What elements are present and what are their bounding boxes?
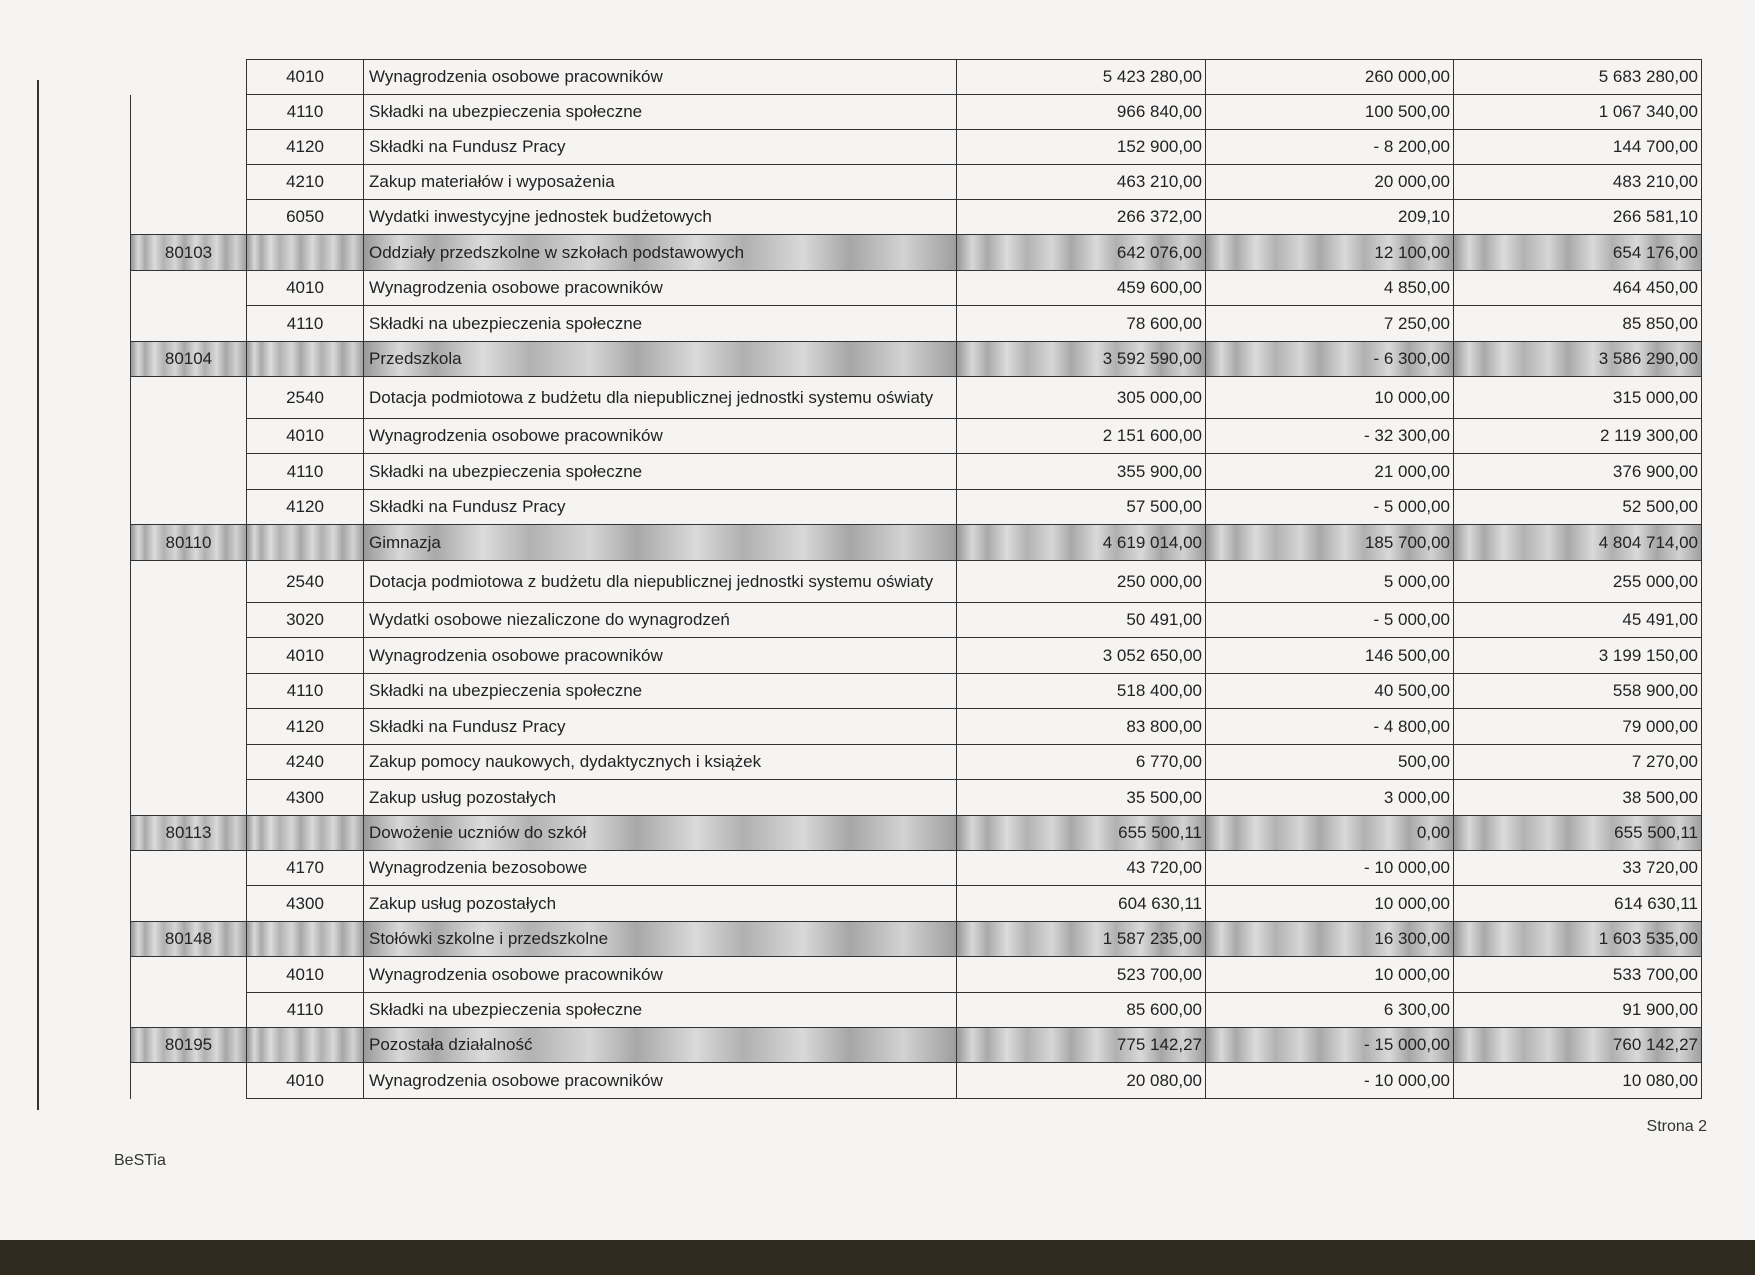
item-code: 4300 [247,780,364,816]
paragraph-spacer [131,377,247,419]
item-description: Stołówki szkolne i przedszkolne [364,922,957,957]
amount-change: 0,00 [1206,816,1454,851]
table-row [131,306,1702,342]
item-code: 4010 [247,638,364,674]
amount-before: 463 210,00 [957,165,1206,200]
amount-after: 558 900,00 [1454,674,1702,709]
paragraph-spacer [131,603,247,638]
paragraph-spacer [131,419,247,454]
item-code: 4110 [247,95,364,130]
item-description: Składki na ubezpieczenia społeczne [364,674,957,709]
table-row [131,993,1702,1028]
item-code: 4010 [247,957,364,993]
amount-before: 20 080,00 [957,1063,1206,1099]
amount-before: 4 619 014,00 [957,525,1206,561]
item-description: Składki na ubezpieczenia społeczne [364,306,957,342]
amount-after: 1 603 535,00 [1454,922,1702,957]
amount-before: 655 500,11 [957,816,1206,851]
paragraph-spacer [131,709,247,745]
amount-change: - 10 000,00 [1206,1063,1454,1099]
item-description: Składki na ubezpieczenia społeczne [364,454,957,490]
item-description: Wynagrodzenia osobowe pracowników [364,271,957,306]
item-description: Wynagrodzenia osobowe pracowników [364,957,957,993]
amount-before: 152 900,00 [957,130,1206,165]
paragraph-spacer [131,490,247,525]
item-code: 4240 [247,745,364,780]
paragraph-code: 80148 [131,922,247,957]
amount-after: 79 000,00 [1454,709,1702,745]
item-code: 4300 [247,886,364,922]
item-code: 4120 [247,709,364,745]
item-code [247,922,364,957]
amount-before: 305 000,00 [957,377,1206,419]
amount-after: 52 500,00 [1454,490,1702,525]
amount-before: 355 900,00 [957,454,1206,490]
paragraph-spacer [131,1063,247,1099]
amount-before: 83 800,00 [957,709,1206,745]
item-code [247,1028,364,1063]
table-row [131,603,1702,638]
paragraph-code: 80113 [131,816,247,851]
amount-after: 144 700,00 [1454,130,1702,165]
paragraph-spacer [131,271,247,306]
amount-after: 533 700,00 [1454,957,1702,993]
amount-change: 10 000,00 [1206,957,1454,993]
amount-before: 966 840,00 [957,95,1206,130]
amount-after: 464 450,00 [1454,271,1702,306]
amount-after: 10 080,00 [1454,1063,1702,1099]
table-row [131,419,1702,454]
item-description: Składki na Fundusz Pracy [364,709,957,745]
paragraph-spacer [131,306,247,342]
paragraph-code: 80195 [131,1028,247,1063]
paragraph-spacer [131,200,247,235]
paragraph-spacer [131,993,247,1028]
item-code: 4110 [247,454,364,490]
item-description: Składki na ubezpieczenia społeczne [364,993,957,1028]
paragraph-code: 80104 [131,342,247,377]
item-description: Dotacja podmiotowa z budżetu dla niepublicznej jednostki systemu oświaty [364,561,957,603]
item-code: 2540 [247,561,364,603]
section-row [131,922,1702,957]
amount-after: 3 586 290,00 [1454,342,1702,377]
item-code [247,235,364,271]
amount-before: 2 151 600,00 [957,419,1206,454]
amount-before: 523 700,00 [957,957,1206,993]
table-row [131,377,1702,419]
amount-change: 209,10 [1206,200,1454,235]
amount-change: - 6 300,00 [1206,342,1454,377]
amount-change: 260 000,00 [1206,60,1454,95]
amount-change: - 32 300,00 [1206,419,1454,454]
amount-after: 760 142,27 [1454,1028,1702,1063]
item-description: Składki na Fundusz Pracy [364,130,957,165]
amount-after: 654 176,00 [1454,235,1702,271]
amount-after: 33 720,00 [1454,851,1702,886]
item-description: Wynagrodzenia osobowe pracowników [364,1063,957,1099]
table-row [131,95,1702,130]
amount-change: 3 000,00 [1206,780,1454,816]
amount-before: 250 000,00 [957,561,1206,603]
amount-change: 185 700,00 [1206,525,1454,561]
section-row [131,525,1702,561]
item-description: Zakup pomocy naukowych, dydaktycznych i książek [364,745,957,780]
amount-before: 775 142,27 [957,1028,1206,1063]
table-row [131,709,1702,745]
amount-after: 7 270,00 [1454,745,1702,780]
amount-before: 3 052 650,00 [957,638,1206,674]
section-row [131,235,1702,271]
item-description: Wynagrodzenia bezosobowe [364,851,957,886]
amount-change: - 4 800,00 [1206,709,1454,745]
table-row [131,561,1702,603]
item-description: Zakup usług pozostałych [364,886,957,922]
paragraph-spacer [131,130,247,165]
page-number: Strona 2 [1646,1118,1707,1135]
table-row [131,886,1702,922]
amount-after: 38 500,00 [1454,780,1702,816]
amount-before: 518 400,00 [957,674,1206,709]
amount-change: 7 250,00 [1206,306,1454,342]
item-description: Składki na Fundusz Pracy [364,490,957,525]
amount-change: 500,00 [1206,745,1454,780]
amount-after: 3 199 150,00 [1454,638,1702,674]
amount-change: 16 300,00 [1206,922,1454,957]
table-row [131,638,1702,674]
item-code [247,342,364,377]
amount-before: 604 630,11 [957,886,1206,922]
table-row [131,200,1702,235]
budget-table [130,59,1702,1099]
paragraph-spacer [131,957,247,993]
item-description: Dowożenie uczniów do szkół [364,816,957,851]
item-code: 4120 [247,130,364,165]
amount-change: - 5 000,00 [1206,603,1454,638]
item-code: 3020 [247,603,364,638]
amount-change: 10 000,00 [1206,886,1454,922]
table-row [131,60,1702,95]
item-code: 2540 [247,377,364,419]
item-code: 4010 [247,60,364,95]
budget-table-body [131,60,1702,1099]
amount-change: 40 500,00 [1206,674,1454,709]
amount-before: 459 600,00 [957,271,1206,306]
item-code: 4170 [247,851,364,886]
table-row [131,957,1702,993]
amount-after: 1 067 340,00 [1454,95,1702,130]
item-description: Gimnazja [364,525,957,561]
item-code: 4210 [247,165,364,200]
item-code: 4120 [247,490,364,525]
amount-before: 3 592 590,00 [957,342,1206,377]
amount-change: 6 300,00 [1206,993,1454,1028]
amount-before: 266 372,00 [957,200,1206,235]
item-code: 4110 [247,674,364,709]
table-row [131,780,1702,816]
amount-after: 315 000,00 [1454,377,1702,419]
amount-change: - 10 000,00 [1206,851,1454,886]
item-code: 4010 [247,1063,364,1099]
table-row [131,1063,1702,1099]
table-row [131,851,1702,886]
amount-after: 266 581,10 [1454,200,1702,235]
paragraph-code: 80103 [131,235,247,271]
amount-after: 45 491,00 [1454,603,1702,638]
item-code: 6050 [247,200,364,235]
amount-change: 10 000,00 [1206,377,1454,419]
amount-before: 43 720,00 [957,851,1206,886]
paragraph-spacer [131,886,247,922]
paragraph-spacer [131,674,247,709]
item-description: Dotacja podmiotowa z budżetu dla niepublicznej jednostki systemu oświaty [364,377,957,419]
amount-before: 50 491,00 [957,603,1206,638]
paragraph-spacer [131,745,247,780]
item-description: Przedszkola [364,342,957,377]
amount-after: 91 900,00 [1454,993,1702,1028]
item-description: Zakup usług pozostałych [364,780,957,816]
left-margin-line [37,80,39,1110]
item-code: 4110 [247,993,364,1028]
amount-change: 12 100,00 [1206,235,1454,271]
amount-after: 85 850,00 [1454,306,1702,342]
paragraph-spacer [131,780,247,816]
paragraph-code: 80110 [131,525,247,561]
item-description: Pozostała działalność [364,1028,957,1063]
item-description: Wydatki inwestycyjne jednostek budżetowych [364,200,957,235]
amount-before: 6 770,00 [957,745,1206,780]
amount-before: 642 076,00 [957,235,1206,271]
item-code: 4010 [247,271,364,306]
paragraph-spacer [131,95,247,130]
table-row [131,745,1702,780]
amount-after: 255 000,00 [1454,561,1702,603]
amount-change: - 15 000,00 [1206,1028,1454,1063]
section-row [131,816,1702,851]
table-row [131,490,1702,525]
section-row [131,1028,1702,1063]
item-description: Wynagrodzenia osobowe pracowników [364,638,957,674]
table-row [131,454,1702,490]
amount-change: - 5 000,00 [1206,490,1454,525]
item-description: Wydatki osobowe niezaliczone do wynagrodzeń [364,603,957,638]
amount-change: 21 000,00 [1206,454,1454,490]
footer-brand: BeSTia [114,1152,166,1169]
amount-after: 655 500,11 [1454,816,1702,851]
amount-before: 85 600,00 [957,993,1206,1028]
paragraph-spacer [131,165,247,200]
amount-after: 483 210,00 [1454,165,1702,200]
amount-before: 78 600,00 [957,306,1206,342]
amount-before: 5 423 280,00 [957,60,1206,95]
paragraph-spacer [131,454,247,490]
amount-change: 100 500,00 [1206,95,1454,130]
amount-after: 5 683 280,00 [1454,60,1702,95]
paragraph-spacer [131,851,247,886]
item-code [247,525,364,561]
amount-after: 614 630,11 [1454,886,1702,922]
section-row [131,342,1702,377]
paragraph-spacer [131,60,247,95]
item-description: Wynagrodzenia osobowe pracowników [364,60,957,95]
amount-before: 57 500,00 [957,490,1206,525]
item-code: 4010 [247,419,364,454]
table-row [131,271,1702,306]
amount-after: 376 900,00 [1454,454,1702,490]
amount-change: 146 500,00 [1206,638,1454,674]
paragraph-spacer [131,638,247,674]
amount-before: 1 587 235,00 [957,922,1206,957]
amount-after: 2 119 300,00 [1454,419,1702,454]
item-code: 4110 [247,306,364,342]
table-row [131,165,1702,200]
item-description: Oddziały przedszkolne w szkołach podstawowych [364,235,957,271]
amount-after: 4 804 714,00 [1454,525,1702,561]
amount-change: 20 000,00 [1206,165,1454,200]
item-description: Składki na ubezpieczenia społeczne [364,95,957,130]
amount-before: 35 500,00 [957,780,1206,816]
item-description: Wynagrodzenia osobowe pracowników [364,419,957,454]
amount-change: - 8 200,00 [1206,130,1454,165]
table-row [131,674,1702,709]
amount-change: 5 000,00 [1206,561,1454,603]
item-description: Zakup materiałów i wyposażenia [364,165,957,200]
amount-change: 4 850,00 [1206,271,1454,306]
paragraph-spacer [131,561,247,603]
table-row [131,130,1702,165]
item-code [247,816,364,851]
